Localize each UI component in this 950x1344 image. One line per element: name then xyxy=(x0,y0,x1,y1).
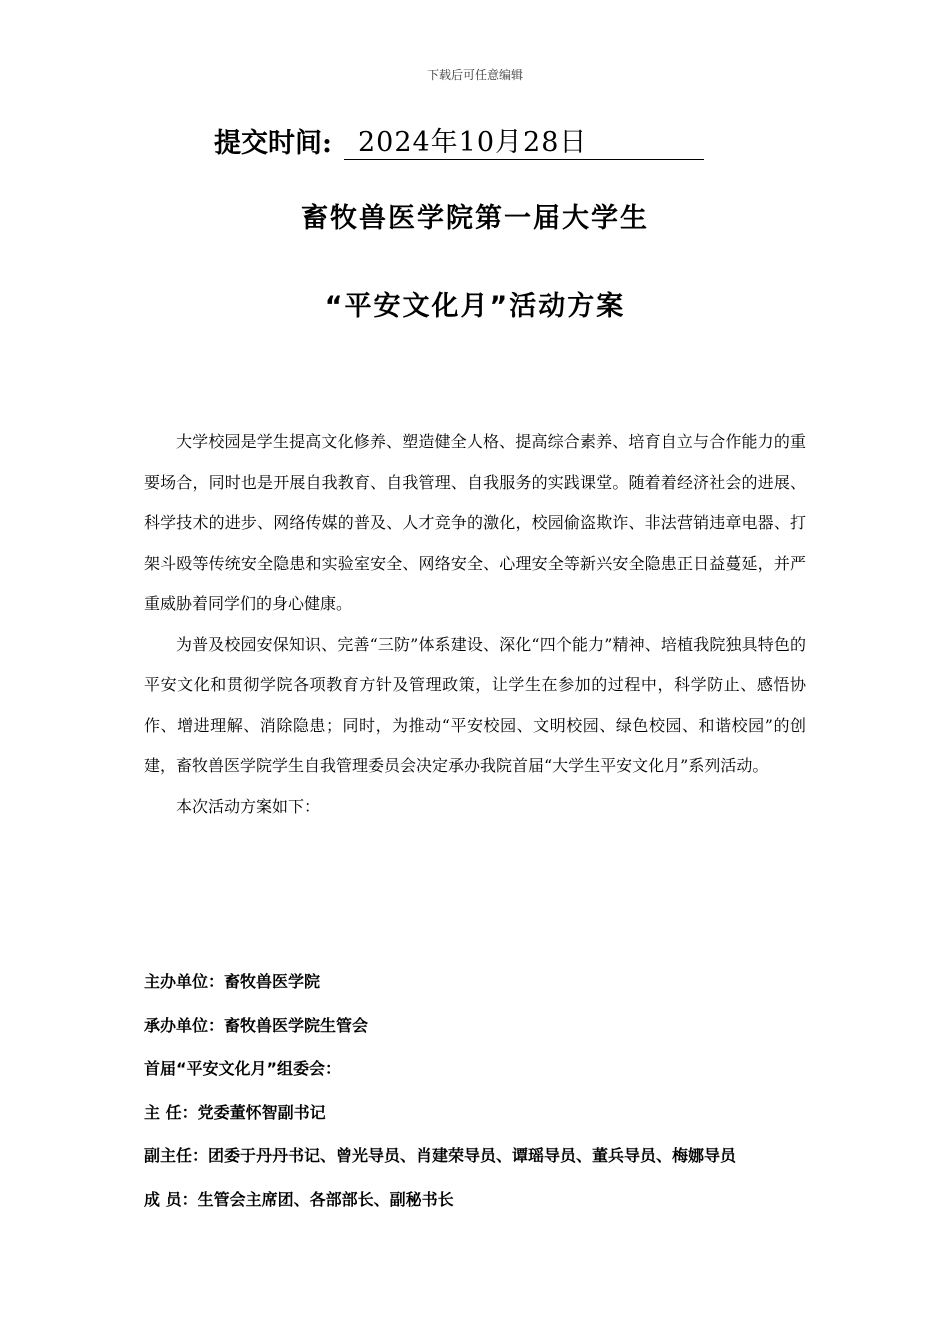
submit-time-value: 2024年10月28日 xyxy=(344,127,704,160)
header-note: 下载后可任意编辑 xyxy=(426,68,523,82)
body-text xyxy=(144,422,806,827)
committee-members: 成 员：生管会主席团、各部部长、副秘书长 xyxy=(144,1189,454,1209)
organizer-info-list xyxy=(144,966,824,1227)
committee-deputy-directors: 副主任：团委于丹丹书记、曾光导员、肖建荣导员、谭瑶导员、董兵导员、梅娜导员 xyxy=(144,1146,737,1165)
host-unit: 主办单位：畜牧兽医学院 xyxy=(144,972,321,991)
plan-intro-paragraph: 本次活动方案如下： xyxy=(176,796,321,816)
purpose-paragraph: 为普及校园安保知识、完善“三防”体系建设、深化“四个能力”精神、培植我院独具特色的平安文化和贯彻学院各项教育方针及管理政策，让学生在参加的过程中，科学防止、感悟协作、增进理解、消除隐患；同时，为推动“平安校园、文明校园、绿色校园、和谐校园”的创建，畜牧兽医学院学生自我管理委员会决定承办我院首届“大学生平安文化月”系列活动。 xyxy=(144,634,806,775)
committee-heading: 首届“平安文化月”组委会： xyxy=(144,1059,342,1078)
intro-paragraph: 大学校园是学生提高文化修养、塑造健全人格、提高综合素养、培育自立与合作能力的重要场合，同时也是开展自我教育、自我管理、自我服务的实践课堂。随着着经济社会的进展、科学技术的进步、网络传媒的普及、人才竞争的激化，校园偷盗欺诈、非法营销违章电器、打架斗殴等传统安全隐患和实验室安全、网络安全、心理安全等新兴安全隐患正日益蔓延，并严重威胁着同学们的身心健康。 xyxy=(144,432,806,613)
committee-director: 主 任：党委董怀智副书记 xyxy=(144,1102,326,1122)
submit-time-label: 提交时间: xyxy=(214,128,332,159)
document-title-line2: “平安文化月”活动方案 xyxy=(324,291,626,322)
submit-time-line xyxy=(214,120,704,160)
organizing-unit: 承办单位：畜牧兽医学院生管会 xyxy=(144,1015,369,1035)
document-title-line1: 畜牧兽医学院第一届大学生 xyxy=(301,203,649,234)
